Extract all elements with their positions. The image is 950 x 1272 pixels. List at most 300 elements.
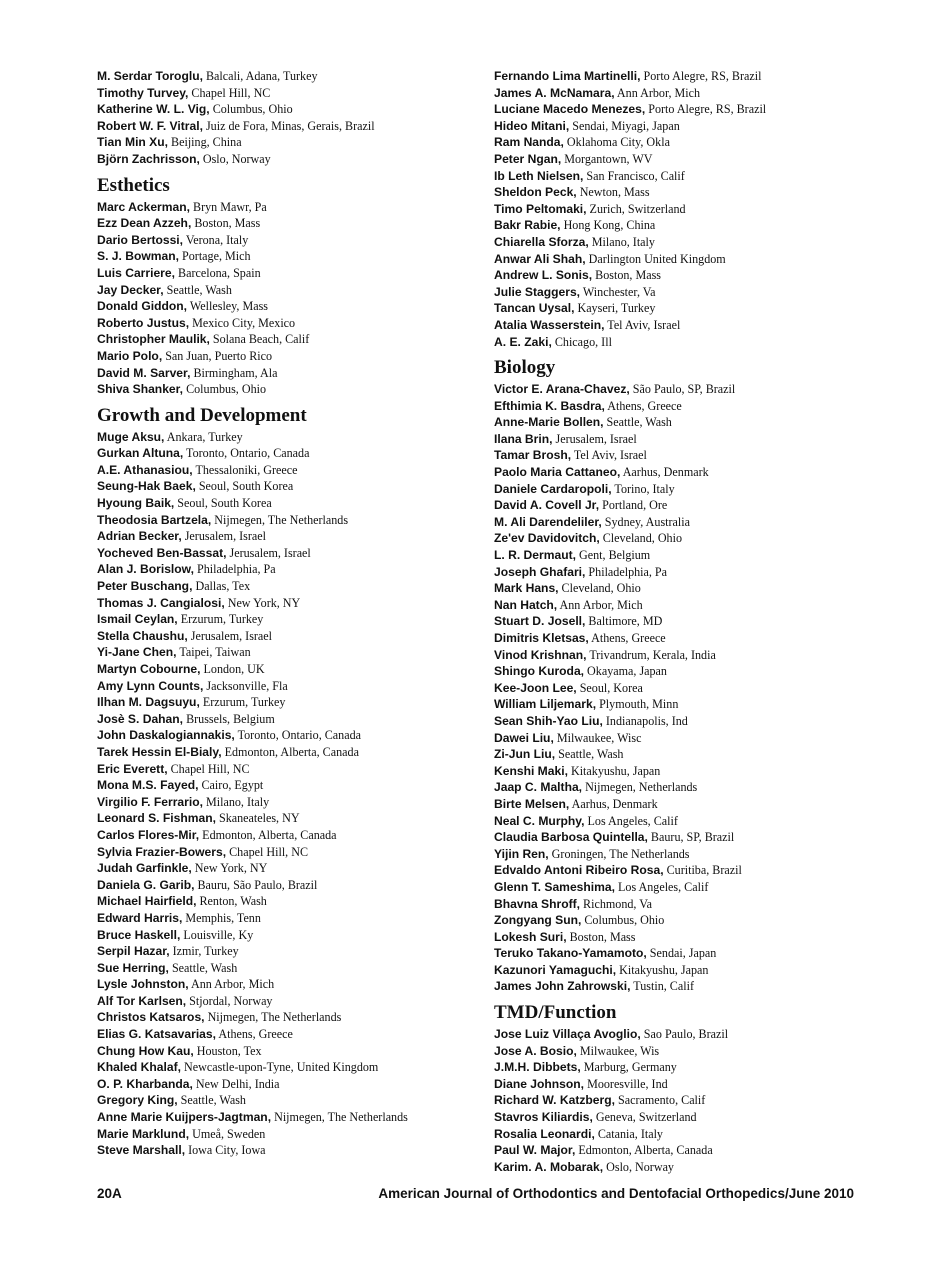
reviewer-entry bbox=[494, 896, 894, 913]
reviewer-location: Thessaloniki, Greece bbox=[192, 462, 298, 477]
reviewer-entry bbox=[97, 744, 482, 761]
journal-footer: American Journal of Orthodontics and Dentofacial Orthopedics/June 2010 bbox=[378, 1186, 854, 1201]
reviewer-location: Seattle, Wash bbox=[603, 415, 672, 430]
reviewer-location: Toronto, Ontario, Canada bbox=[183, 446, 310, 461]
reviewer-location: Los Angeles, Calif bbox=[584, 813, 678, 828]
reviewer-entry bbox=[97, 478, 482, 495]
reviewer-name: Luis Carriere, bbox=[97, 265, 175, 280]
section-heading: Biology bbox=[494, 357, 556, 379]
reviewer-location: Sendai, Japan bbox=[646, 946, 717, 961]
reviewer-location: Chapel Hill, NC bbox=[167, 761, 250, 776]
reviewer-entry bbox=[494, 381, 894, 398]
reviewer-location: Wellesley, Mass bbox=[187, 299, 269, 314]
reviewer-location: Oklahoma City, Okla bbox=[563, 135, 670, 150]
reviewer-entry bbox=[97, 761, 482, 778]
page-number: 20A bbox=[97, 1186, 122, 1201]
reviewer-name: Muge Aksu, bbox=[97, 429, 165, 444]
reviewer-name: Ram Nanda, bbox=[494, 135, 564, 150]
reviewer-entry bbox=[494, 101, 894, 118]
reviewer-location: San Juan, Puerto Rico bbox=[162, 348, 273, 363]
reviewer-location: Philadelphia, Pa bbox=[585, 564, 668, 579]
reviewer-name: Zongyang Sun, bbox=[494, 913, 582, 928]
reviewer-name: Shingo Kuroda, bbox=[494, 664, 585, 679]
reviewer-location: Zurich, Switzerland bbox=[586, 201, 686, 216]
reviewer-entry bbox=[494, 630, 894, 647]
reviewer-location: New York, NY bbox=[224, 595, 301, 610]
reviewer-entry bbox=[97, 910, 482, 927]
reviewer-name: Leonard S. Fishman, bbox=[97, 811, 216, 826]
reviewer-location: Iowa City, Iowa bbox=[185, 1143, 266, 1158]
reviewer-name: O. P. Kharbanda, bbox=[97, 1076, 193, 1091]
reviewer-name: Rosalia Leonardi, bbox=[494, 1126, 595, 1141]
reviewer-location: Portland, Ore bbox=[599, 498, 668, 513]
reviewer-name: Kazunori Yamaguchi, bbox=[494, 962, 617, 977]
reviewer-name: Mario Polo, bbox=[97, 348, 163, 363]
reviewer-name: Nan Hatch, bbox=[494, 597, 558, 612]
reviewer-name: Timo Peltomaki, bbox=[494, 201, 587, 216]
reviewer-entry bbox=[97, 545, 482, 562]
reviewer-location: Renton, Wash bbox=[196, 894, 267, 909]
reviewer-entry bbox=[494, 447, 894, 464]
reviewer-location: Groningen, The Netherlands bbox=[548, 846, 690, 861]
reviewer-entry bbox=[494, 680, 894, 697]
reviewer-location: Bauru, São Paulo, Brazil bbox=[194, 877, 318, 892]
reviewer-entry bbox=[494, 912, 894, 929]
reviewer-name: Hyoung Baik, bbox=[97, 496, 175, 511]
reviewer-entry bbox=[97, 429, 482, 446]
reviewer-entry bbox=[494, 945, 894, 962]
reviewer-name: Diane Johnson, bbox=[494, 1076, 585, 1091]
reviewer-location: Milwaukee, Wis bbox=[576, 1043, 660, 1058]
reviewer-name: Efthimia K. Basdra, bbox=[494, 398, 605, 413]
reviewer-entry bbox=[97, 199, 482, 216]
reviewer-entry bbox=[494, 1026, 894, 1043]
reviewer-location: Gent, Belgium bbox=[575, 548, 651, 563]
reviewer-entry bbox=[494, 530, 894, 547]
reviewer-entry bbox=[494, 879, 894, 896]
reviewer-name: John Daskalogiannakis, bbox=[97, 728, 235, 743]
reviewer-location: Athens, Greece bbox=[604, 398, 682, 413]
reviewer-name: James A. McNamara, bbox=[494, 85, 615, 100]
reviewer-location: Jerusalem, Israel bbox=[552, 431, 637, 446]
reviewer-name: Martyn Cobourne, bbox=[97, 662, 201, 676]
reviewer-name: Tarek Hessin El-Bialy, bbox=[97, 744, 222, 759]
reviewer-entry bbox=[97, 298, 482, 315]
reviewer-location: Dallas, Tex bbox=[192, 579, 251, 594]
reviewer-location: Cleveland, Ohio bbox=[599, 531, 683, 546]
reviewer-name: William Liljemark, bbox=[494, 697, 597, 712]
reviewer-location: Chapel Hill, NC bbox=[188, 85, 271, 100]
reviewer-entry bbox=[97, 512, 482, 529]
reviewer-location: Columbus, Ohio bbox=[209, 102, 293, 117]
reviewer-name: Bakr Rabie, bbox=[494, 218, 561, 233]
reviewer-name: Stuart D. Josell, bbox=[494, 614, 586, 629]
reviewer-name: Dawei Liu, bbox=[494, 730, 554, 745]
reviewer-entry bbox=[97, 495, 482, 512]
reviewer-location: Sao Paulo, Brazil bbox=[640, 1027, 729, 1042]
reviewer-name: Alan J. Borislow, bbox=[97, 562, 194, 577]
reviewer-entry bbox=[97, 960, 482, 977]
section-heading: Growth and Development bbox=[97, 404, 307, 426]
reviewer-entry bbox=[494, 481, 894, 498]
reviewer-entry bbox=[97, 331, 482, 348]
reviewer-location: Kayseri, Turkey bbox=[574, 301, 656, 316]
reviewer-entry bbox=[494, 580, 894, 597]
reviewer-entry bbox=[97, 215, 482, 232]
reviewer-entry bbox=[494, 168, 894, 185]
reviewer-name: Bruce Haskell, bbox=[97, 927, 181, 942]
reviewer-entry bbox=[97, 943, 482, 960]
reviewer-location: Sendai, Miyagi, Japan bbox=[569, 118, 680, 133]
reviewer-location: Balcali, Adana, Turkey bbox=[202, 69, 318, 83]
reviewer-location: Nijmegen, The Netherlands bbox=[204, 1010, 342, 1025]
reviewer-location: Houston, Tex bbox=[193, 1043, 262, 1058]
section-heading: TMD/Function bbox=[494, 1002, 617, 1024]
reviewer-name: Roberto Justus, bbox=[97, 315, 190, 330]
reviewer-name: Ezz Dean Azzeh, bbox=[97, 216, 192, 231]
reviewer-name: Ib Leth Nielsen, bbox=[494, 168, 584, 183]
reviewer-entry bbox=[494, 414, 894, 431]
reviewer-entry bbox=[97, 611, 482, 628]
reviewer-name: Adrian Becker, bbox=[97, 529, 182, 544]
reviewer-location: Boston, Mass bbox=[592, 268, 661, 283]
reviewer-location: London, UK bbox=[200, 662, 265, 676]
reviewer-name: Edvaldo Antoni Ribeiro Rosa, bbox=[494, 863, 664, 878]
reviewer-name: Theodosia Bartzela, bbox=[97, 512, 212, 527]
reviewer-name: Robert W. F. Vitral, bbox=[97, 118, 203, 133]
reviewer-name: Bhavna Shroff, bbox=[494, 896, 581, 911]
reviewer-entry bbox=[97, 68, 482, 85]
reviewer-entry bbox=[494, 217, 894, 234]
reviewer-entry bbox=[97, 561, 482, 578]
reviewer-entry bbox=[97, 810, 482, 827]
reviewer-location: Indianapolis, Ind bbox=[602, 713, 688, 728]
reviewer-name: Virgilio F. Ferrario, bbox=[97, 794, 203, 809]
reviewer-location: Tustin, Calif bbox=[630, 979, 694, 994]
reviewer-name: Ilhan M. Dagsuyu, bbox=[97, 695, 200, 710]
reviewer-entry bbox=[494, 746, 894, 763]
reviewer-name: Yijin Ren, bbox=[494, 846, 549, 861]
left-column bbox=[97, 68, 482, 1159]
reviewer-name: Anne-Marie Bollen, bbox=[494, 415, 604, 430]
reviewer-location: Morgantown, WV bbox=[561, 151, 653, 166]
reviewer-location: Seattle, Wash bbox=[168, 960, 238, 975]
reviewer-name: Jose A. Bosio, bbox=[494, 1043, 577, 1058]
reviewer-location: Marburg, Germany bbox=[580, 1060, 677, 1075]
reviewer-location: Columbus, Ohio bbox=[581, 913, 665, 928]
reviewer-location: Verona, Italy bbox=[183, 232, 249, 247]
reviewer-entry bbox=[494, 1142, 894, 1159]
reviewer-entry bbox=[494, 613, 894, 630]
reviewer-location: Geneva, Switzerland bbox=[592, 1110, 697, 1125]
reviewer-location: Curitiba, Brazil bbox=[663, 863, 742, 878]
reviewer-name: Björn Zachrisson, bbox=[97, 151, 200, 166]
reviewer-location: Tel Aviv, Israel bbox=[571, 448, 647, 463]
reviewer-entry bbox=[97, 1076, 482, 1093]
reviewer-location: Okayama, Japan bbox=[584, 664, 667, 679]
reviewer-location: Torino, Italy bbox=[611, 481, 675, 496]
reviewer-name: Eric Everett, bbox=[97, 761, 168, 776]
reviewer-location: Jerusalem, Israel bbox=[187, 628, 273, 643]
reviewer-location: Bryn Mawr, Pa bbox=[190, 199, 267, 214]
reviewer-entry bbox=[494, 1076, 894, 1093]
reviewer-name: M. Ali Darendeliler, bbox=[494, 514, 602, 529]
reviewer-location: Porto Alegre, RS, Brazil bbox=[645, 102, 767, 117]
reviewer-entry bbox=[97, 827, 482, 844]
reviewer-entry bbox=[494, 431, 894, 448]
reviewer-location: Richmond, Va bbox=[580, 896, 653, 911]
reviewer-entry bbox=[494, 284, 894, 301]
reviewer-entry bbox=[97, 101, 482, 118]
reviewer-location: Cleveland, Ohio bbox=[558, 581, 641, 596]
reviewer-entry bbox=[97, 993, 482, 1010]
reviewer-location: Louisville, Ky bbox=[180, 927, 254, 942]
reviewer-entry bbox=[97, 462, 482, 479]
reviewer-entry bbox=[97, 860, 482, 877]
reviewer-location: Chapel Hill, NC bbox=[226, 844, 309, 859]
reviewer-name: Josè S. Dahan, bbox=[97, 711, 184, 726]
reviewer-name: Chung How Kau, bbox=[97, 1043, 194, 1058]
reviewer-entry bbox=[97, 893, 482, 910]
reviewer-name: Mona M.S. Fayed, bbox=[97, 778, 199, 793]
reviewer-name: Lysle Johnston, bbox=[97, 977, 189, 992]
reviewer-name: Julie Staggers, bbox=[494, 284, 581, 299]
reviewer-location: Edmonton, Alberta, Canada bbox=[221, 744, 359, 759]
reviewer-entry bbox=[494, 497, 894, 514]
reviewer-location: Beijing, China bbox=[168, 135, 242, 150]
reviewer-name: Daniela G. Garib, bbox=[97, 877, 195, 892]
reviewer-location: Seattle, Wash bbox=[163, 282, 232, 297]
reviewer-name: Steve Marshall, bbox=[97, 1143, 186, 1158]
reviewer-entry bbox=[494, 1043, 894, 1060]
reviewer-name: Timothy Turvey, bbox=[97, 85, 189, 100]
reviewer-name: Yi-Jane Chen, bbox=[97, 645, 177, 660]
reviewer-location: Jerusalem, Israel bbox=[181, 529, 266, 544]
reviewer-name: Seung-Hak Baek, bbox=[97, 479, 196, 494]
reviewer-location: Chicago, Ill bbox=[551, 334, 612, 349]
reviewer-entry bbox=[494, 597, 894, 614]
reviewer-location: Athens, Greece bbox=[588, 631, 666, 645]
reviewer-location: Los Angeles, Calif bbox=[614, 879, 709, 894]
reviewer-entry bbox=[97, 445, 482, 462]
reviewer-name: Christopher Maulik, bbox=[97, 332, 210, 347]
reviewer-location: Plymouth, Minn bbox=[596, 697, 679, 712]
reviewer-location: Nijmegen, The Netherlands bbox=[211, 512, 349, 527]
reviewer-name: Alf Tor Karlsen, bbox=[97, 993, 187, 1008]
reviewer-entry bbox=[494, 317, 894, 334]
reviewer-name: Gregory King, bbox=[97, 1093, 178, 1108]
reviewer-name: Hideo Mitani, bbox=[494, 118, 570, 133]
reviewer-location: Seoul, Korea bbox=[576, 680, 643, 695]
reviewer-name: Paul W. Major, bbox=[494, 1143, 576, 1158]
reviewer-name: James John Zahrowski, bbox=[494, 979, 631, 994]
reviewer-location: Juiz de Fora, Minas, Gerais, Brazil bbox=[202, 118, 375, 133]
reviewer-name: Andrew L. Sonis, bbox=[494, 268, 593, 283]
reviewer-location: Skaneateles, NY bbox=[215, 811, 300, 826]
reviewer-location: Umeå, Sweden bbox=[189, 1126, 266, 1141]
reviewer-name: Jose Luiz Villaça Avoglio, bbox=[494, 1027, 641, 1042]
reviewer-name: Vinod Krishnan, bbox=[494, 647, 587, 662]
reviewer-location: Portage, Mich bbox=[179, 249, 251, 264]
reviewer-entry bbox=[97, 844, 482, 861]
reviewer-entry bbox=[97, 678, 482, 695]
reviewer-location: Taipei, Taiwan bbox=[176, 645, 251, 660]
reviewer-entry bbox=[494, 1109, 894, 1126]
reviewer-entry bbox=[494, 829, 894, 846]
reviewer-entry bbox=[97, 315, 482, 332]
reviewer-entry bbox=[97, 248, 482, 265]
reviewer-location: Bauru, SP, Brazil bbox=[647, 830, 735, 845]
reviewer-location: Stjordal, Norway bbox=[186, 993, 273, 1008]
reviewer-name: Shiva Shanker, bbox=[97, 382, 184, 397]
reviewer-location: Nijmegen, Netherlands bbox=[582, 780, 698, 795]
reviewer-name: Stavros Kiliardis, bbox=[494, 1110, 593, 1125]
reviewer-name: Judah Garfinkle, bbox=[97, 861, 192, 876]
reviewer-name: Ismail Ceylan, bbox=[97, 612, 178, 627]
reviewer-name: Peter Ngan, bbox=[494, 151, 562, 166]
reviewer-name: Peter Buschang, bbox=[97, 579, 193, 594]
reviewer-entry bbox=[97, 644, 482, 661]
reviewer-entry bbox=[97, 1092, 482, 1109]
reviewer-entry bbox=[494, 251, 894, 268]
reviewer-location: Seoul, South Korea bbox=[174, 496, 272, 511]
reviewer-name: Mark Hans, bbox=[494, 581, 559, 596]
reviewer-entry bbox=[97, 877, 482, 894]
reviewer-location: Erzurum, Turkey bbox=[177, 612, 264, 627]
reviewer-name: Lokesh Suri, bbox=[494, 929, 567, 944]
reviewer-entry bbox=[97, 628, 482, 645]
reviewer-location: Memphis, Tenn bbox=[182, 910, 261, 925]
reviewer-name: Marie Marklund, bbox=[97, 1126, 190, 1141]
reviewer-entry bbox=[494, 846, 894, 863]
reviewer-location: Mooresville, Ind bbox=[584, 1076, 668, 1091]
reviewer-name: Thomas J. Cangialosi, bbox=[97, 595, 225, 610]
reviewer-entry bbox=[494, 398, 894, 415]
reviewer-name: Luciane Macedo Menezes, bbox=[494, 102, 646, 117]
reviewer-location: Baltimore, MD bbox=[585, 614, 663, 629]
reviewer-name: Teruko Takano-Yamamoto, bbox=[494, 946, 647, 961]
reviewer-entry bbox=[97, 727, 482, 744]
reviewer-entry bbox=[494, 267, 894, 284]
reviewer-name: Glenn T. Sameshima, bbox=[494, 879, 615, 894]
reviewer-entry bbox=[494, 1092, 894, 1109]
reviewer-entry bbox=[494, 334, 894, 351]
reviewer-location: Sydney, Australia bbox=[601, 514, 690, 529]
reviewer-name: Michael Hairfield, bbox=[97, 894, 197, 909]
reviewer-name: David A. Covell Jr, bbox=[494, 498, 600, 513]
reviewer-location: New York, NY bbox=[191, 861, 268, 876]
reviewer-location: Jerusalem, Israel bbox=[226, 545, 311, 560]
reviewer-name: Jaap C. Maltha, bbox=[494, 780, 583, 795]
reviewer-entry bbox=[494, 514, 894, 531]
reviewer-name: A. E. Zaki, bbox=[494, 334, 552, 349]
reviewer-entry bbox=[494, 763, 894, 780]
reviewer-name: Richard W. Katzberg, bbox=[494, 1093, 615, 1108]
right-column bbox=[494, 68, 894, 1175]
reviewer-entry bbox=[97, 711, 482, 728]
reviewer-entry bbox=[494, 184, 894, 201]
section-heading: Esthetics bbox=[97, 174, 170, 196]
reviewer-location: Tel Aviv, Israel bbox=[604, 317, 681, 332]
reviewer-name: Sean Shih-Yao Liu, bbox=[494, 713, 603, 728]
reviewer-entry bbox=[97, 1109, 482, 1126]
reviewer-name: Anne Marie Kuijpers-Jagtman, bbox=[97, 1110, 272, 1125]
reviewer-entry bbox=[97, 232, 482, 249]
reviewer-location: Athens, Greece bbox=[216, 1027, 293, 1042]
reviewer-entry bbox=[97, 927, 482, 944]
reviewer-location: Ann Arbor, Mich bbox=[188, 977, 275, 992]
reviewer-name: Tancan Uysal, bbox=[494, 301, 575, 316]
reviewer-name: Joseph Ghafari, bbox=[494, 564, 586, 579]
reviewer-entry bbox=[494, 978, 894, 995]
reviewer-name: Marc Ackerman, bbox=[97, 199, 190, 214]
reviewer-entry bbox=[97, 976, 482, 993]
reviewer-entry bbox=[97, 1043, 482, 1060]
reviewer-location: Barcelona, Spain bbox=[174, 265, 261, 280]
reviewer-location: Erzurum, Turkey bbox=[199, 695, 286, 710]
reviewer-location: Ann Arbor, Mich bbox=[557, 597, 643, 612]
reviewer-entry bbox=[97, 348, 482, 365]
reviewer-entry bbox=[494, 779, 894, 796]
reviewer-location: Ankara, Turkey bbox=[164, 429, 243, 444]
reviewer-location: Milwaukee, Wisc bbox=[553, 730, 642, 745]
reviewer-entry bbox=[97, 381, 482, 398]
reviewer-entry bbox=[494, 1159, 894, 1176]
reviewer-entry bbox=[494, 796, 894, 813]
reviewer-location: Nijmegen, The Netherlands bbox=[271, 1110, 408, 1125]
reviewer-entry bbox=[494, 730, 894, 747]
reviewer-entry bbox=[97, 118, 482, 135]
reviewer-name: J.M.H. Dibbets, bbox=[494, 1060, 581, 1075]
reviewer-entry bbox=[494, 134, 894, 151]
reviewer-entry bbox=[494, 663, 894, 680]
reviewer-name: Gurkan Altuna, bbox=[97, 446, 184, 461]
reviewer-name: Edward Harris, bbox=[97, 910, 183, 925]
reviewer-entry bbox=[494, 464, 894, 481]
reviewer-entry bbox=[494, 929, 894, 946]
reviewer-entry bbox=[97, 1009, 482, 1026]
reviewer-location: San Francisco, Calif bbox=[583, 168, 685, 183]
reviewer-name: A.E. Athanasiou, bbox=[97, 462, 193, 477]
reviewer-name: S. J. Bowman, bbox=[97, 249, 179, 264]
reviewer-name: L. R. Dermaut, bbox=[494, 548, 576, 563]
reviewer-location: Brussels, Belgium bbox=[183, 711, 275, 726]
reviewer-entry bbox=[494, 647, 894, 664]
reviewer-entry bbox=[494, 85, 894, 102]
reviewer-location: Izmir, Turkey bbox=[169, 944, 239, 959]
reviewer-name: Christos Katsaros, bbox=[97, 1010, 205, 1025]
reviewer-name: M. Serdar Toroglu, bbox=[97, 69, 203, 83]
reviewer-entry bbox=[97, 151, 482, 168]
reviewer-name: Katherine W. L. Vig, bbox=[97, 102, 210, 117]
reviewer-entry bbox=[494, 696, 894, 713]
reviewer-location: Cairo, Egypt bbox=[198, 778, 264, 793]
reviewer-entry bbox=[97, 1126, 482, 1143]
reviewer-entry bbox=[97, 282, 482, 299]
reviewer-entry bbox=[97, 365, 482, 382]
reviewer-name: Elias G. Katsavarias, bbox=[97, 1027, 216, 1042]
reviewer-location: Milano, Italy bbox=[588, 234, 655, 249]
reviewer-entry bbox=[97, 85, 482, 102]
reviewer-name: Sue Herring, bbox=[97, 960, 169, 975]
reviewer-name: Yocheved Ben-Bassat, bbox=[97, 545, 227, 560]
reviewer-location: Kitakyushu, Japan bbox=[616, 962, 709, 977]
reviewer-name: Ze'ev Davidovitch, bbox=[494, 531, 600, 546]
reviewer-location: Boston, Mass bbox=[566, 929, 636, 944]
reviewer-name: Stella Chaushu, bbox=[97, 628, 188, 643]
reviewer-name: Carlos Flores-Mir, bbox=[97, 827, 200, 842]
reviewer-location: Oslo, Norway bbox=[603, 1159, 674, 1174]
